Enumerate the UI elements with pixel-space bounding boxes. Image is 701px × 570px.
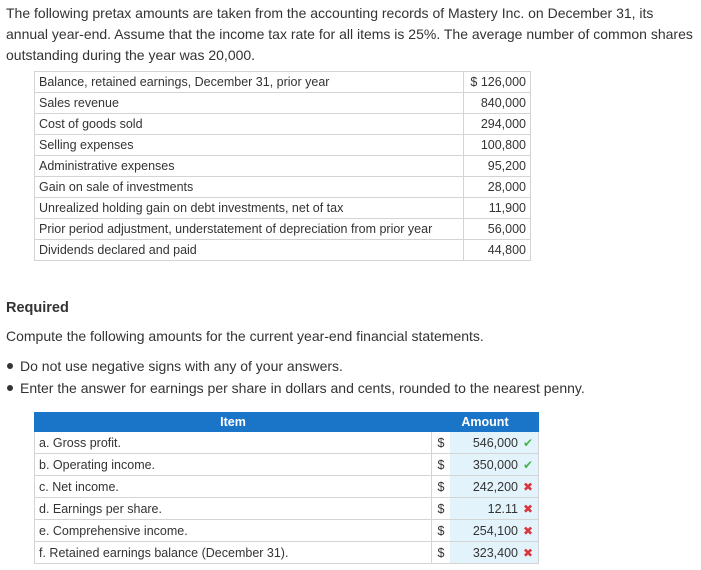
answer-table [34,412,539,564]
record-label: Selling expenses [35,135,464,156]
table-row [35,520,539,542]
table-row [35,198,531,219]
table-row [35,542,539,564]
table-row [35,72,531,93]
list-item [6,377,696,399]
earnings-per-share-input[interactable] [450,498,539,520]
record-label: Prior period adjustment, understatement of depreciation from prior year [35,219,464,240]
record-label: Sales revenue [35,93,464,114]
answer-item-label: f. Retained earnings balance (December 31). [35,542,432,564]
table-row [35,93,531,114]
record-label: Balance, retained earnings, December 31, prior year [35,72,464,93]
answer-value: 12.11 [487,501,518,516]
currency-symbol: $ [432,476,451,498]
bullet-icon [7,385,13,391]
record-value: $ 126,000 [464,72,531,93]
instruction-text: Enter the answer for earnings per share in dollars and cents, rounded to the nearest penny. [20,380,585,396]
record-value: 11,900 [464,198,531,219]
currency-symbol: $ [432,432,451,454]
table-row [35,240,531,261]
record-label: Dividends declared and paid [35,240,464,261]
amount-column-header: Amount [432,413,539,432]
cross-icon: ✖ [522,523,534,538]
answer-value: 350,000 [472,457,518,472]
table-row [35,498,539,520]
checkmark-icon: ✔ [522,435,534,450]
comprehensive-income-input[interactable] [450,520,539,542]
instruction-text: Do not use negative signs with any of your answers. [20,358,343,374]
cross-icon: ✖ [522,479,534,494]
operating-income-input[interactable] [450,454,539,476]
table-row [35,219,531,240]
retained-earnings-input[interactable] [450,542,539,564]
answer-value: 323,400 [472,545,518,560]
answer-header-row [35,413,539,432]
record-label: Cost of goods sold [35,114,464,135]
answer-item-label: e. Comprehensive income. [35,520,432,542]
record-value: 95,200 [464,156,531,177]
cross-icon: ✖ [522,545,534,560]
record-value: 28,000 [464,177,531,198]
list-item [6,355,696,377]
answer-item-label: a. Gross profit. [35,432,432,454]
record-value: 56,000 [464,219,531,240]
answer-value: 546,000 [472,435,518,450]
required-instructions: Compute the following amounts for the current year-end financial statements. [6,328,484,344]
table-row [35,454,539,476]
record-value: 840,000 [464,93,531,114]
record-label: Administrative expenses [35,156,464,177]
answer-item-label: b. Operating income. [35,454,432,476]
answer-value: 254,100 [472,523,518,538]
table-row [35,476,539,498]
answer-item-label: c. Net income. [35,476,432,498]
table-row [35,135,531,156]
table-row [35,432,539,454]
table-row [35,114,531,135]
currency-symbol: $ [432,498,451,520]
record-label: Unrealized holding gain on debt investments, net of tax [35,198,464,219]
item-column-header: Item [35,413,432,432]
answer-item-label: d. Earnings per share. [35,498,432,520]
record-value: 294,000 [464,114,531,135]
problem-statement: The following pretax amounts are taken from the accounting records of Mastery Inc. on December 31, its annual year-end. Assume that the income tax rate for all items is 25%. The average number of common shares outstanding during the year was 20,000. [6,5,693,63]
record-value: 100,800 [464,135,531,156]
net-income-input[interactable] [450,476,539,498]
record-label: Gain on sale of investments [35,177,464,198]
currency-symbol: $ [432,542,451,564]
instruction-list [6,355,696,399]
checkmark-icon: ✔ [522,457,534,472]
currency-symbol: $ [432,520,451,542]
table-row [35,177,531,198]
cross-icon: ✖ [522,501,534,516]
table-row [35,156,531,177]
currency-symbol: $ [432,454,451,476]
gross-profit-input[interactable] [450,432,539,454]
bullet-icon [7,363,13,369]
answer-value: 242,200 [472,479,518,494]
records-table [34,71,531,261]
record-value: 44,800 [464,240,531,261]
required-heading: Required [6,300,69,316]
